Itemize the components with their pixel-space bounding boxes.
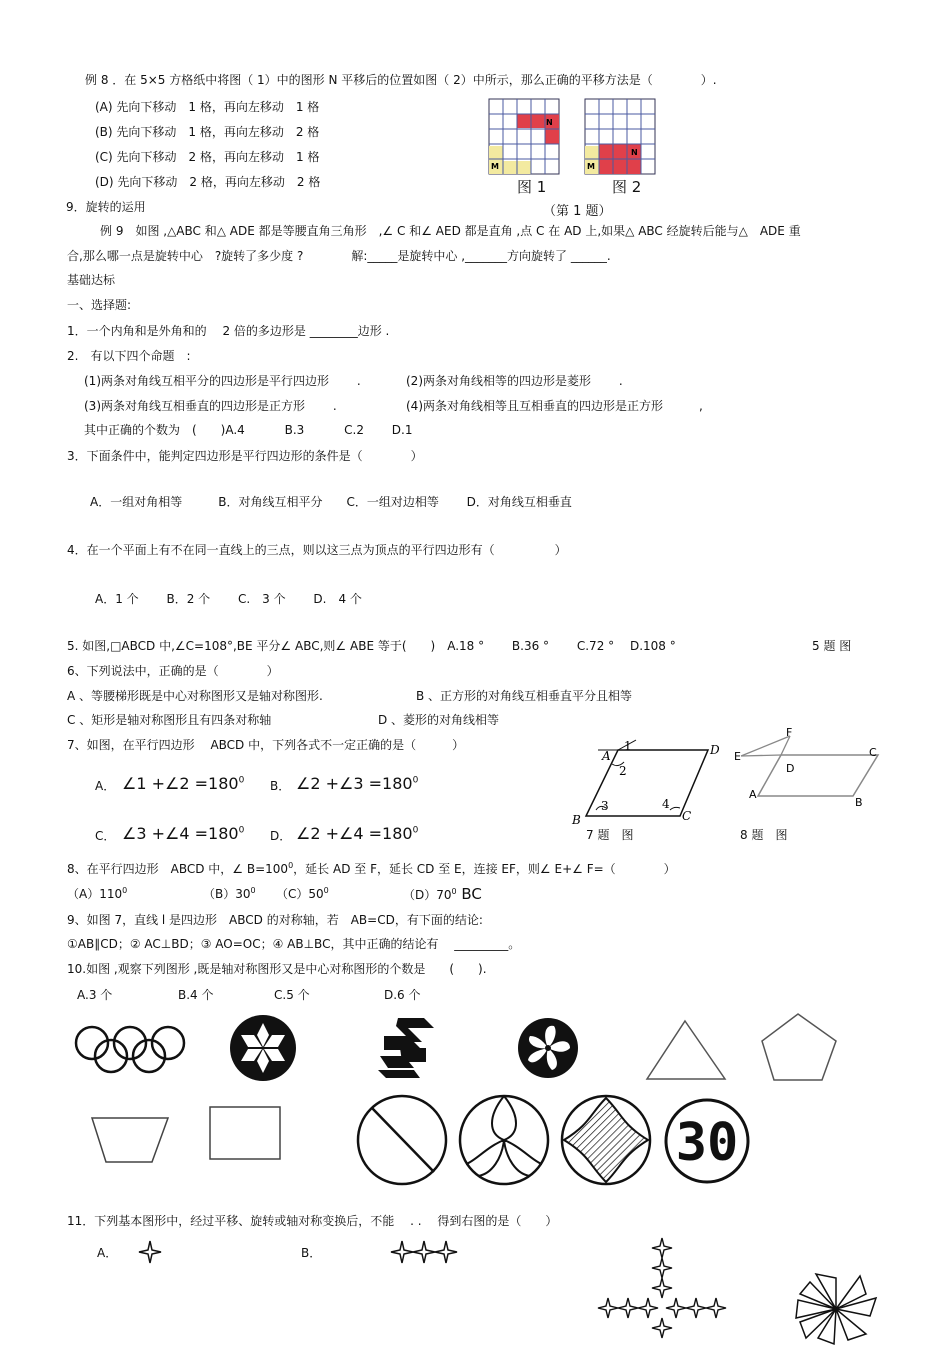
q11-stem: 11．下列基本图形中，经过平移、旋转或轴对称变换后，不能 . . 得到右图的是（ ） <box>67 1214 558 1228</box>
pinwheel-figure <box>790 1272 882 1346</box>
figure-7-parallelogram <box>568 738 728 830</box>
fig8-label-d: D <box>786 762 795 775</box>
q8-opt-c: $(C)50^0$ <box>276 886 329 901</box>
pentagon-figure <box>760 1012 840 1082</box>
fig8-label-b: B <box>855 796 863 809</box>
q7-a-label: A． <box>95 779 116 793</box>
circle-hatched-cross-figure <box>560 1094 652 1186</box>
q8-opt-a: $(A)110^0$ <box>67 886 128 901</box>
ex8-option-d: (D) 先向下移动 2 格，再向左移动 2 格 <box>95 175 321 189</box>
fig8-caption: 8 题 图 <box>740 828 788 842</box>
q2-p4: (4)两条对角线相等且互相垂直的四边形是正方形 , <box>406 399 703 413</box>
q7-b-label: B． <box>270 779 291 793</box>
fig8-label-c: C <box>869 746 877 759</box>
sec9-line1: 例 9 如图 ,△ABC 和△ ADE 都是等腰直角三角形 ,∠ C 和∠ AED 都是直角 ,点 C 在 AD 上,如果△ ABC 经旋转后能与△ ADE 重 <box>100 224 801 238</box>
rectangle-figure <box>208 1105 282 1161</box>
q11-opt-a: A． <box>97 1246 118 1260</box>
part1-heading: 一、选择题: <box>67 298 132 312</box>
grid-figure-2 <box>585 99 657 177</box>
hexagram-badge-figure <box>228 1013 298 1083</box>
q2-stem: 2. 有以下四个命题 : <box>67 349 191 363</box>
q2-p2: (2)两条对角线相等的四边形是菱形 . <box>406 374 623 388</box>
star-cross-figure <box>596 1236 730 1344</box>
ex8-option-a: (A) 先向下移动 1 格，再向左移动 1 格 <box>95 100 320 114</box>
fig2-label: 图 2 <box>612 178 642 196</box>
circle-three-arcs-figure <box>458 1094 550 1186</box>
fig8-label-e: E <box>734 750 741 763</box>
q3-options: A．一组对角相等 B．对角线互相平分 C．一组对边相等 D．对角线互相垂直 <box>90 495 572 509</box>
label-n: N <box>546 118 553 127</box>
q5-fig-label: 5 题 图 <box>812 639 852 653</box>
q6-c: C 、矩形是轴对称图形且有四条对称轴 <box>67 713 272 727</box>
label-n-2: N <box>631 148 638 157</box>
q10-stem: 10.如图 ,观察下列图形 ,既是轴对称图形又是中心对称图形的个数是 ( ). <box>67 962 487 976</box>
q10-opt-b: B.4 个 <box>178 988 214 1002</box>
q10-opt-a: A.3 个 <box>77 988 113 1002</box>
olympic-rings-figure <box>72 1022 202 1074</box>
grid-figure-1 <box>489 99 561 177</box>
q7-c-label: C． <box>95 829 116 843</box>
fig7-angle-3: 3 <box>601 799 609 813</box>
fig7-label-a: A <box>602 749 611 763</box>
q3-stem: 3．下面条件中，能判定四边形是平行四边形的条件是（ ） <box>67 449 423 463</box>
circle-diagonal-figure <box>356 1094 448 1186</box>
q7-d-label: D． <box>270 829 292 843</box>
q4-options: A．1 个 B．2 个 C. 3 个 D. 4 个 <box>95 592 362 606</box>
ex8-option-b: (B) 先向下移动 1 格，再向左移动 2 格 <box>95 125 320 139</box>
q5-text: 5. 如图,□ABCD 中,∠C=108°,BE 平分∠ ABC,则∠ ABE 等于( ) A.18 ° B.36 ° C.72 ° D.108 ° <box>67 639 676 653</box>
q6-a: A 、等腰梯形既是中心对称图形又是轴对称图形. <box>67 689 323 703</box>
label-m-2: M <box>587 162 595 171</box>
fig8-label-f: F <box>786 726 793 739</box>
fig1-label: 图 1 <box>517 178 547 196</box>
q8-opt-d: $(D)70^0$ BC <box>403 885 482 903</box>
s-logo-figure <box>376 1018 436 1078</box>
ex8-stem: 例 8 ．在 5×5 方格纸中将图（ 1）中的图形 N 平移后的位置如图（ 2）中所示，那么正确的平移方法是（ ）. <box>85 73 717 87</box>
section-jichu: 基础达标 <box>67 273 116 287</box>
q2-p1: (1)两条对角线互相平分的四边形是平行四边形 . <box>84 374 361 388</box>
q2-p3: (3)两条对角线互相垂直的四边形是正方形 . <box>84 399 337 413</box>
ex8-option-c: (C) 先向下移动 2 格，再向左移动 1 格 <box>95 150 320 164</box>
q4-stem: 4．在一个平面上有不在同一直线上的三点，则以这三点为顶点的平行四边形有（ ） <box>67 543 567 557</box>
bauhinia-flower-figure <box>516 1016 580 1080</box>
q7-c-expr: ∠3 +∠4 $=180^0$ <box>122 824 245 843</box>
fig8-label-a: A <box>749 788 757 801</box>
fig7-label-b: B <box>572 813 581 827</box>
q2-answer: 其中正确的个数为 ( )A.4 B.3 C.2 D.1 <box>84 423 413 437</box>
q11-opt-b: B． <box>301 1246 322 1260</box>
q6-stem: 6、下列说法中，正确的是（ ） <box>67 664 279 678</box>
sec9-line2: 合,那么哪一点是旋转中心 ?旋转了多少度 ? 解:_____是旋转中心 ,_______方向旋转了 ______. <box>67 249 611 263</box>
four-point-star-icon <box>138 1240 162 1264</box>
fig7-angle-4: 4 <box>662 797 670 811</box>
ex8-caption: （第 1 题） <box>543 204 612 219</box>
circle-30-figure <box>664 1098 750 1184</box>
fig7-label-c: C <box>682 809 692 823</box>
q7-b-expr: ∠2 +∠3 $=180^0$ <box>296 774 419 793</box>
q7-d-expr: ∠2 +∠4 $=180^0$ <box>296 824 419 843</box>
figure-30-text: 30 <box>675 1113 739 1173</box>
q9-line2: ①AB∥CD；② AC⊥BD；③ AO=OC；④ AB⊥BC，其中正确的结论有 _________。 <box>67 937 521 951</box>
q6-b: B 、正方形的对角线互相垂直平分且相等 <box>416 689 633 703</box>
fig7-caption: 7 题 图 <box>586 828 634 842</box>
label-m: M <box>491 162 499 171</box>
q10-opt-d: D.6 个 <box>384 988 421 1002</box>
fig7-angle-2: 2 <box>619 764 627 778</box>
fig7-angle-1: 1 <box>624 739 632 753</box>
q7-a-expr: ∠1 +∠2 $=180^0$ <box>122 774 245 793</box>
sec9-title: 9．旋转的运用 <box>66 200 146 214</box>
q7-stem: 7、如图，在平行四边形 ABCD 中，下列各式不一定正确的是（ ） <box>67 738 465 752</box>
fig7-label-d: D <box>710 743 720 757</box>
trapezoid-figure <box>90 1114 170 1166</box>
q9-line1: 9、如图 7，直线 l 是四边形 ABCD 的对称轴，若 AB=CD，有下面的结论: <box>67 913 483 927</box>
three-stars-row-icon <box>390 1240 460 1264</box>
figure-8-parallelogram <box>733 728 883 810</box>
triangle-figure <box>645 1019 727 1081</box>
q1: 1．一个内角和是外角和的 2 倍的多边形是 ________边形 . <box>67 324 390 338</box>
q8-stem: 8、在平行四边形 ABCD 中，∠ $B=100^0$，延长 AD 至 F，延长 CD 至 E，连接 EF，则∠ E+∠ F=（ ） <box>67 861 676 876</box>
q6-d: D 、菱形的对角线相等 <box>378 713 500 727</box>
q8-opt-b: $(B)30^0$ <box>203 886 256 901</box>
q10-opt-c: C.5 个 <box>274 988 310 1002</box>
